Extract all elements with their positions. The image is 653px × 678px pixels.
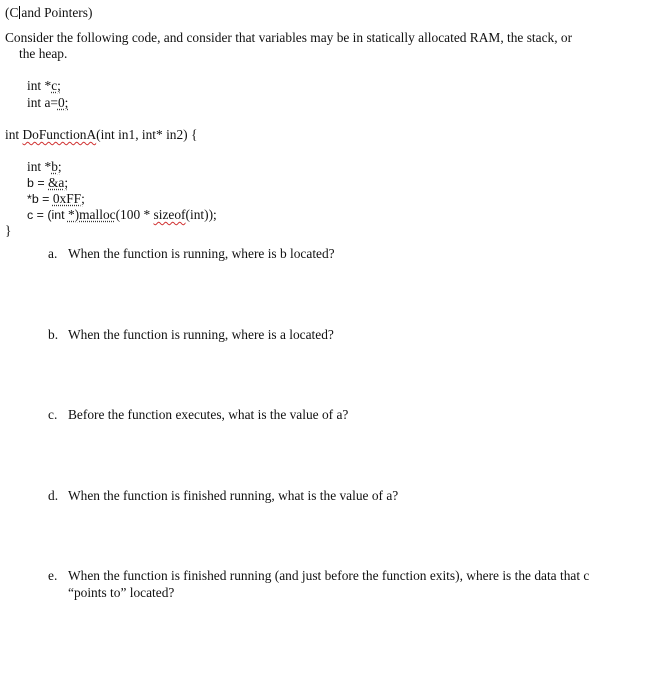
intro-line-2: the heap. [19,46,68,61]
code-value-zero: 0; [57,95,69,110]
code-text: c = (int [27,208,68,222]
code-malloc [27,207,217,223]
code-close-brace: } [5,223,12,238]
code-text: int [5,127,23,142]
question-e-continuation: “points to” located? [68,585,175,600]
question-d [48,488,398,504]
question-text: Before the function executes, what is the value of a? [68,407,349,422]
code-assign-b [27,175,68,191]
code-global-a [27,95,68,111]
question-text: When the function is running, where is b located? [68,246,335,261]
heading-rest: and Pointers) [21,5,93,20]
code-cast: *) [67,207,80,222]
code-deref-b [27,191,85,207]
code-text: (int)); [185,207,217,222]
question-a [48,246,335,262]
code-address-a: &a; [48,175,69,190]
question-text: When the function is running, where is a located? [68,327,334,342]
intro-line-1: Consider the following code, and consider that variables may be in statically allocated RAM, the stack, or [5,30,573,45]
code-var-b: b; [51,159,62,174]
code-text: (100 * [115,207,154,222]
question-text: When the function is finished running, what is the value of a? [68,488,399,503]
question-letter: e. [48,568,58,583]
question-b [48,327,334,343]
code-function-name: DoFunctionA [22,127,97,142]
question-c [48,407,348,423]
code-hex-value: 0xFF; [52,191,85,206]
code-params: (int in1, int* in2) { [96,127,198,142]
code-text: int a= [27,95,58,110]
question-letter: a. [48,246,58,261]
code-global-c [27,78,61,94]
code-var-c: c; [51,78,61,93]
question-text: When the function is finished running (and just before the function exits), where is the data that c [68,568,590,583]
code-text: *b = [27,192,53,206]
code-sizeof: sizeof [153,207,186,222]
code-text: int * [27,78,52,93]
question-letter: d. [48,488,59,503]
section-heading [5,5,92,21]
code-local-b [27,159,62,175]
code-text: int * [27,159,52,174]
question-e [48,568,589,584]
code-malloc-fn: malloc [79,207,116,222]
code-function-signature [5,127,197,143]
question-letter: b. [48,327,59,342]
code-text: b = [27,176,49,190]
question-letter: c. [48,407,58,422]
heading-open: (C [5,5,19,20]
